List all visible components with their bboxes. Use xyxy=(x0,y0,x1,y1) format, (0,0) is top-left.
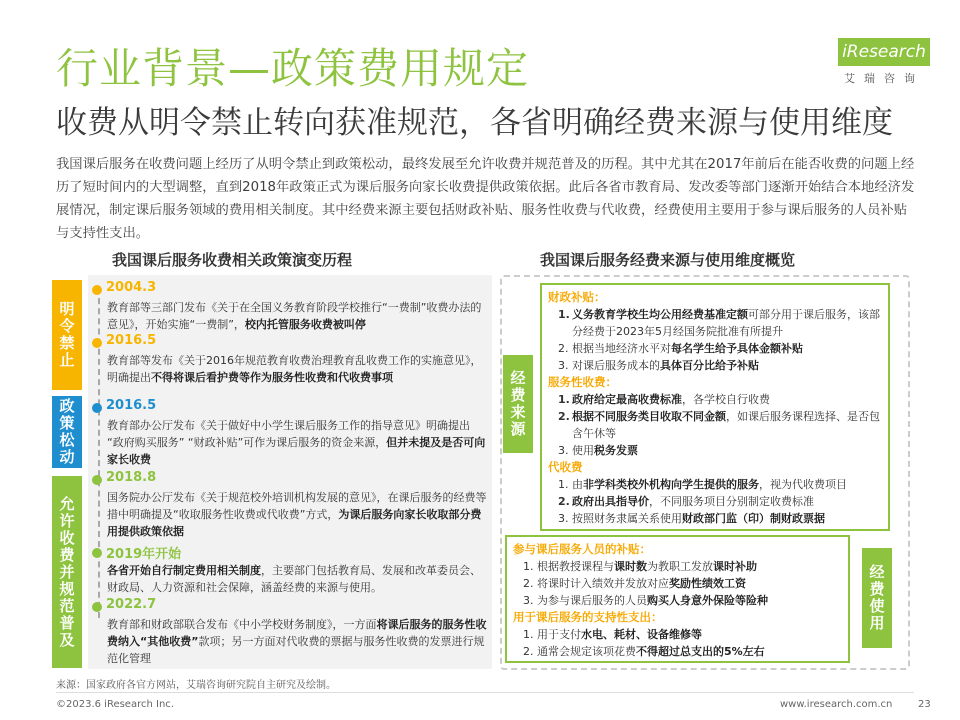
item-bold: 非学科类校外机构向学生提供的服务 xyxy=(583,478,759,491)
item-bold: 财政部门监（印）制财政票据 xyxy=(682,512,825,525)
item-number: 3. xyxy=(558,512,569,525)
event-date: 2018.8 xyxy=(106,470,157,485)
item-number: 2. xyxy=(523,577,534,590)
item-bold: 课时数 xyxy=(614,560,647,573)
item-text: 对课后服务成本的 xyxy=(572,359,660,372)
category-support-expense: 用于课后服务的支持性支出： xyxy=(513,610,663,624)
event-text-plain: 教育部办公厅发布《关于做好中小学生课后服务工作的指导意见》明确提出 “政府购买服务” “财政补贴”可作为课后服务的资金来源， xyxy=(107,419,470,449)
event-text-plain: 国务院办公厅发布《关于规范校外培训机构发展的意见》，在课后服务的经费等措中明确提及“收取服务性收费或代收费”方式， xyxy=(107,491,487,521)
event-text-bold: 将课后服务的服务性收费纳入“其他收费” xyxy=(107,618,487,648)
category-service-fee: 服务性收费： xyxy=(548,375,617,389)
phase-allowed-label: 允许收费并规范普及 xyxy=(52,476,82,668)
timeline-dot xyxy=(92,602,102,612)
item-text: 按照财务隶属关系使用 xyxy=(572,512,682,525)
list-item xyxy=(548,442,884,459)
event-date: 2016.5 xyxy=(106,398,157,413)
item-text: 使用 xyxy=(572,444,594,457)
page-subtitle: 收费从明令禁止转向获准规范，各省明确经费来源与使用维度 xyxy=(56,105,893,141)
funding-source-label: 经费来源 xyxy=(503,355,533,453)
item-bold: 水电、耗材、设备维修等 xyxy=(581,628,702,641)
funding-use-box xyxy=(505,535,850,663)
funding-use-label: 经费使用 xyxy=(862,548,892,648)
item-number: 3. xyxy=(558,359,569,372)
event-text-bold: 为课后服务向家长收取部分费用提供政策依据 xyxy=(107,508,482,538)
list-item xyxy=(513,626,844,643)
item-bold: 政府给定最高收费标准 xyxy=(572,393,682,406)
phase-loosening-label: 政策松动 xyxy=(52,396,82,468)
list-item xyxy=(513,558,844,575)
item-bold-2: 课时补助 xyxy=(713,560,757,573)
item-bold: 购买人身意外保险等险种 xyxy=(647,594,768,607)
logo-cn-text: 艾瑞咨询 xyxy=(844,72,924,85)
timeline-dot xyxy=(92,548,102,558)
list-item xyxy=(513,592,844,609)
phase-ban-label: 明令禁止 xyxy=(52,280,82,390)
event-text-plain: 教育部等三部门发布《关于在全国义务教育阶段学校推行“一费制”收费办法的意见》，开始实施“一费制”， xyxy=(107,301,482,331)
item-text: 通常会规定该项花费 xyxy=(537,645,636,658)
item-number: 2. xyxy=(558,410,570,423)
item-bold: 义务教育学校生均公用经费基准定额 xyxy=(572,308,748,321)
list-item xyxy=(548,408,884,442)
list-item xyxy=(548,510,884,527)
timeline-dot xyxy=(92,338,102,348)
item-text: 将课时计入绩效并发放对应 xyxy=(537,577,669,590)
item-text-2: 为教职工发放 xyxy=(647,560,713,573)
list-item xyxy=(548,391,884,408)
left-section-heading: 我国课后服务收费相关政策演变历程 xyxy=(112,251,353,269)
right-section-heading: 我国课后服务经费来源与使用维度概览 xyxy=(540,251,796,269)
category-collection-fee: 代收费 xyxy=(548,460,583,474)
item-text: ，如课后服务课程选择、是否包含午休等 xyxy=(572,410,880,440)
event-date: 2016.5 xyxy=(106,333,157,348)
funding-source-box xyxy=(540,283,890,531)
item-bold: 税务发票 xyxy=(594,444,638,457)
event-text xyxy=(107,616,487,667)
event-date: 2019年开始 xyxy=(106,547,182,562)
item-text: ，各学校自行收费 xyxy=(682,393,770,406)
item-number: 2. xyxy=(558,342,569,355)
event-text-plain: ，主要部门包括教育局、发展和改革委员会、财政局、人力资源和社会保障，涵盖经费的来源与使用。 xyxy=(107,564,481,594)
item-number: 2. xyxy=(523,645,534,658)
timeline-dot xyxy=(92,403,102,413)
list-item xyxy=(548,306,884,340)
item-number: 1. xyxy=(558,308,570,321)
event-text-bold: 但并未提及是否可向家长收费 xyxy=(107,436,486,466)
item-text: 根据教授课程与 xyxy=(537,560,614,573)
list-item xyxy=(513,575,844,592)
item-bold: 政府出具指导价 xyxy=(572,495,649,508)
item-number: 1. xyxy=(523,628,534,641)
item-bold: 每名学生给予具体金额补贴 xyxy=(671,342,803,355)
event-date: 2022.7 xyxy=(106,597,157,612)
event-text-bold: 不得将课后看护费等作为服务性收费和代收费事项 xyxy=(151,371,393,384)
item-text: ，不同服务项目分别制定收费标准 xyxy=(649,495,814,508)
event-text xyxy=(107,352,487,386)
item-number: 1. xyxy=(558,478,569,491)
list-item xyxy=(548,357,884,374)
item-bold: 奖励性绩效工资 xyxy=(669,577,746,590)
item-text: 用于支付 xyxy=(537,628,581,641)
item-bold: 不得超过总支出的5%左右 xyxy=(636,645,765,658)
item-text: 可部分用于课后服务，该部分经费于2023年5月经国务院批准有所提升 xyxy=(572,308,880,338)
list-item xyxy=(548,340,884,357)
category-fiscal-subsidy: 财政补贴： xyxy=(548,290,606,304)
page-number: 23 xyxy=(918,699,931,710)
item-text: 由 xyxy=(572,478,583,491)
item-number: 3. xyxy=(558,444,569,457)
category-staff-subsidy: 参与课后服务人员的补贴： xyxy=(513,542,651,556)
item-bold: 具体百分比给予补贴 xyxy=(660,359,759,372)
event-text-plain: 教育部等发布《关于2016年规范教育收费治理教育乱收费工作的实施意见》，明确提出 xyxy=(107,354,482,384)
item-number: 1. xyxy=(523,560,534,573)
list-item xyxy=(513,643,844,660)
event-text xyxy=(107,299,487,333)
item-number: 3. xyxy=(523,594,534,607)
event-text xyxy=(107,417,487,468)
page-title: 行业背景—政策费用规定 xyxy=(56,44,530,93)
item-text: 根据当地经济水平对 xyxy=(572,342,671,355)
item-bold: 根据不同服务类目收取不同金额 xyxy=(572,410,726,423)
timeline-dot xyxy=(92,285,102,295)
website-link[interactable]: www.iresearch.com.cn xyxy=(780,699,893,710)
event-text-bold: 校内托管服务收费被叫停 xyxy=(244,318,366,331)
timeline-dot xyxy=(92,475,102,485)
item-number: 2. xyxy=(558,495,570,508)
copyright: ©2023.6 iResearch Inc. xyxy=(56,699,174,710)
item-text-2: ，视为代收费项目 xyxy=(759,478,847,491)
event-date: 2004.3 xyxy=(106,280,157,295)
list-item xyxy=(548,476,884,493)
event-text xyxy=(107,489,487,540)
list-item xyxy=(548,493,884,510)
event-text-bold: 各省开始自行制定费用相关制度 xyxy=(107,564,261,577)
source-note: 来源：国家政府各官方网站，艾瑞咨询研究院自主研究及绘制。 xyxy=(56,680,336,691)
event-text-plain-2: 款项；另一方面对代收费的票据与服务性收费的发票进行规范化管理 xyxy=(107,635,485,665)
logo-mark: iResearch xyxy=(838,38,930,66)
intro-paragraph: 我国课后服务在收费问题上经历了从明令禁止到政策松动，最终发展至允许收费并规范普及的历程。其中尤其在2017年前后在能否收费的问题上经历了短时间内的大型调整，直到2018年政策正式为课后服务向家长收费提供政策依据。此后各省市教育局、发改委等部门逐渐开始结合本地经济发展情况，制定课后服务领域的费用相关制度。其中经费来源主要包括财政补贴、服务性收费与代收费，经费使用主要用于参与课后服务的人员补贴与支持性支出。 xyxy=(56,157,915,241)
item-text: 为参与课后服务的人员 xyxy=(537,594,647,607)
item-number: 1. xyxy=(558,393,570,406)
footer-divider xyxy=(56,692,914,693)
event-text xyxy=(107,562,487,596)
iresearch-logo xyxy=(838,38,930,86)
event-text-plain: 教育部和财政部联合发布《中小学校财务制度》，一方面 xyxy=(107,618,377,631)
